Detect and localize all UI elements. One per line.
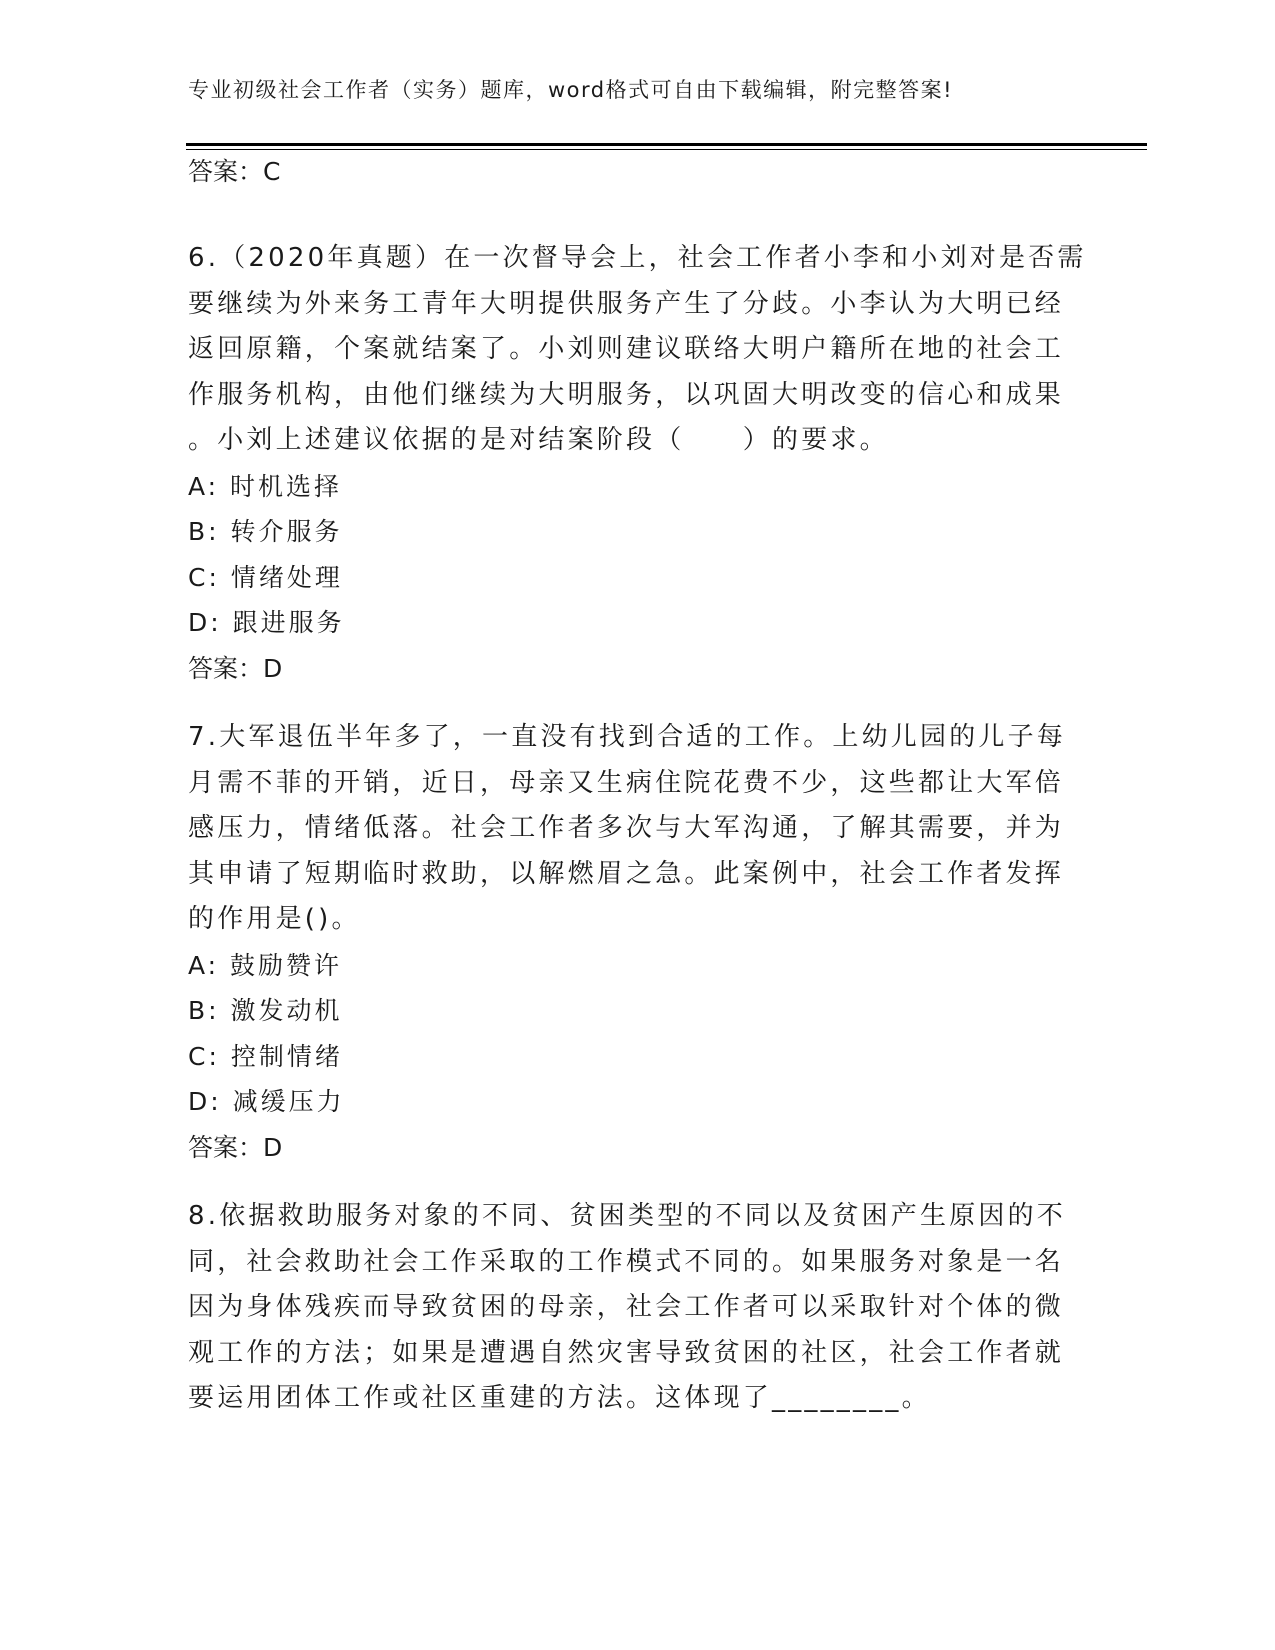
question-line: 要运用团体工作或社区重建的方法。这体现了________。 <box>188 1383 931 1413</box>
question-stem <box>188 236 1087 464</box>
question-line: 要继续为外来务工青年大明提供服务产生了分歧。小李认为大明已经 <box>188 288 1065 319</box>
question-stem <box>188 1194 1068 1422</box>
header-rule-thick <box>186 143 1147 146</box>
question-line: 返回原籍，个案就结案了。小刘则建议联络大明户籍所在地的社会工 <box>188 334 1065 364</box>
question-8 <box>188 1194 1068 1422</box>
question-line: 8.依据救助服务对象的不同、贫困类型的不同以及贫困产生原因的不 <box>188 1201 1067 1231</box>
option-a: A: 时机选择 <box>188 471 343 501</box>
question-line: 。小刘上述建议依据的是对结案阶段（ ）的要求。 <box>188 425 889 455</box>
question-line: 观工作的方法；如果是遭遇自然灾害导致贫困的社区，社会工作者就 <box>188 1337 1065 1368</box>
question-line: 其申请了短期临时救助，以解燃眉之急。此案例中，社会工作者发挥 <box>188 858 1065 889</box>
option-d: D: 减缓压力 <box>188 1087 345 1116</box>
previous-answer: 答案：C <box>188 157 281 186</box>
option-c: C: 控制情绪 <box>188 1041 343 1071</box>
page-header-title: 专业初级社会工作者（实务）题库，word格式可自由下载编辑，附完整答案! <box>188 78 954 102</box>
question-line: 同，社会救助社会工作采取的工作模式不同的。如果服务对象是一名 <box>188 1246 1065 1277</box>
question-line: 的作用是()。 <box>188 904 361 934</box>
option-c: C: 情绪处理 <box>188 562 343 592</box>
answer: 答案：D <box>188 653 283 683</box>
question-line: 月需不菲的开销，近日，母亲又生病住院花费不少，这些都让大军倍 <box>188 767 1065 798</box>
question-line: 作服务机构，由他们继续为大明服务，以巩固大明改变的信心和成果 <box>188 379 1065 410</box>
question-line: 6.（2020年真题）在一次督导会上，社会工作者小李和小刘对是否需 <box>188 243 1087 273</box>
question-stem <box>188 715 1068 943</box>
question-line: 感压力，情绪低落。社会工作者多次与大军沟通，了解其需要，并为 <box>188 813 1065 843</box>
question-line: 因为身体残疾而导致贫困的母亲，社会工作者可以采取针对个体的微 <box>188 1292 1065 1322</box>
option-b: B: 转介服务 <box>188 517 343 546</box>
question-line: 7.大军退伍半年多了，一直没有找到合适的工作。上幼儿园的儿子每 <box>188 722 1067 752</box>
option-d: D: 跟进服务 <box>188 608 345 637</box>
question-7 <box>188 715 1068 1171</box>
option-a: A: 鼓励赞许 <box>188 950 343 980</box>
option-b: B: 激发动机 <box>188 996 343 1025</box>
question-6 <box>188 236 1087 692</box>
answer: 答案：D <box>188 1132 283 1162</box>
